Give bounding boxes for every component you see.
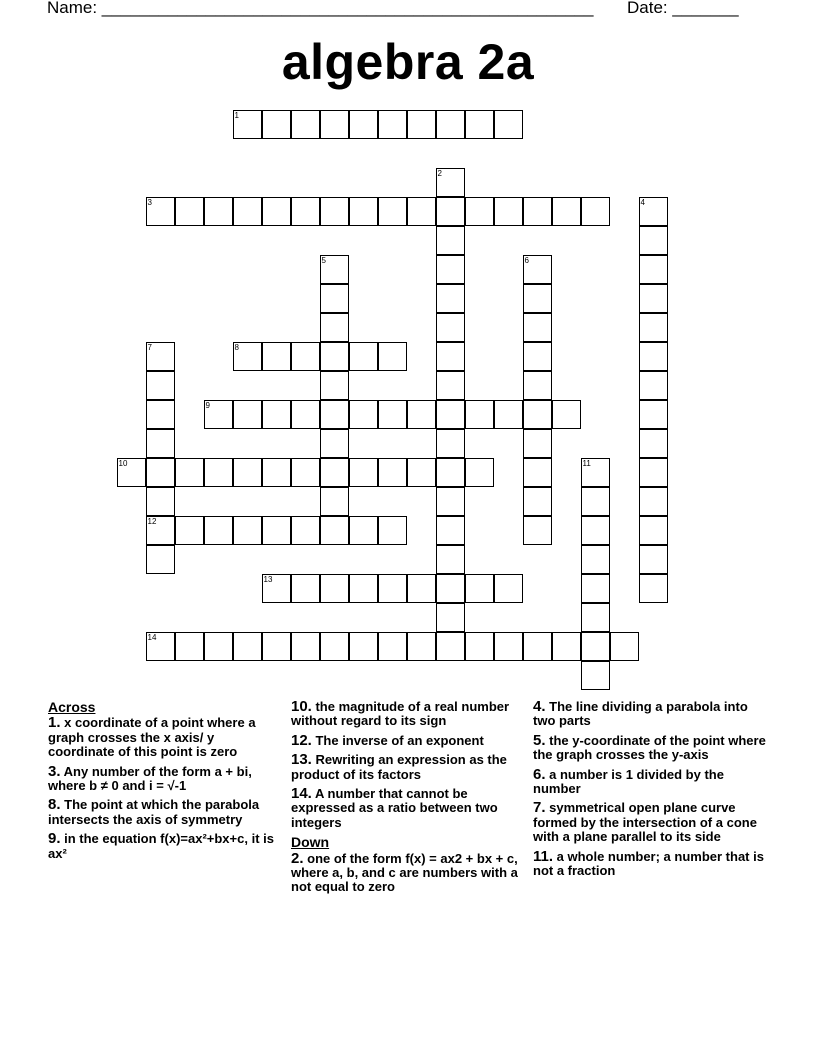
crossword-cell[interactable]: [523, 342, 552, 371]
crossword-cell[interactable]: [523, 429, 552, 458]
crossword-cell[interactable]: [204, 400, 233, 429]
clue-number: 3: [147, 197, 152, 207]
crossword-cell[interactable]: [552, 400, 581, 429]
crossword-cell[interactable]: [436, 574, 465, 603]
crossword-cell[interactable]: [204, 458, 233, 487]
crossword-cell[interactable]: [523, 313, 552, 342]
crossword-cell[interactable]: [320, 313, 349, 342]
crossword-cell[interactable]: [639, 400, 668, 429]
clue-number: 4: [640, 197, 645, 207]
crossword-cell[interactable]: [407, 110, 436, 139]
crossword-cell[interactable]: [291, 574, 320, 603]
crossword-cell[interactable]: [639, 284, 668, 313]
crossword-cell[interactable]: [378, 574, 407, 603]
crossword-cell[interactable]: [349, 516, 378, 545]
crossword-cell[interactable]: [436, 632, 465, 661]
crossword-cell[interactable]: [349, 342, 378, 371]
crossword-cell[interactable]: [262, 110, 291, 139]
crossword-cell[interactable]: [349, 632, 378, 661]
crossword-cell[interactable]: [262, 458, 291, 487]
clue-number: 1: [234, 110, 239, 120]
crossword-cell[interactable]: [581, 603, 610, 632]
crossword-cell[interactable]: [378, 110, 407, 139]
clues-column-1: [48, 700, 283, 866]
crossword-cell[interactable]: [233, 197, 262, 226]
crossword-cell[interactable]: [175, 516, 204, 545]
crossword-cell[interactable]: [494, 110, 523, 139]
date-field-label[interactable]: Date: _______: [627, 0, 739, 17]
clue-across-14: 14. A number that cannot be expressed as a ratio between two integers: [291, 785, 498, 830]
crossword-cell[interactable]: [320, 342, 349, 371]
down-heading: Down: [291, 834, 330, 851]
crossword-cell[interactable]: [320, 574, 349, 603]
crossword-cell[interactable]: [436, 313, 465, 342]
crossword-cell[interactable]: [320, 197, 349, 226]
clue-down-2: 2. one of the form f(x) = ax2 + bx + c, where a, b, and c are numbers with a not equal to zero: [291, 849, 518, 895]
crossword-cell[interactable]: [639, 458, 668, 487]
crossword-cell[interactable]: [407, 197, 436, 226]
crossword-cell[interactable]: [233, 458, 262, 487]
crossword-cell[interactable]: [465, 400, 494, 429]
clue-number: 12: [147, 516, 157, 526]
crossword-cell[interactable]: [146, 429, 175, 458]
crossword-cell[interactable]: [117, 458, 146, 487]
crossword-cell[interactable]: [378, 458, 407, 487]
crossword-cell[interactable]: [436, 516, 465, 545]
crossword-cell[interactable]: [291, 400, 320, 429]
crossword-cell[interactable]: [378, 632, 407, 661]
crossword-cell[interactable]: [436, 226, 465, 255]
crossword-cell[interactable]: [581, 661, 610, 690]
crossword-cell[interactable]: [320, 110, 349, 139]
crossword-cell[interactable]: [349, 197, 378, 226]
crossword-cell[interactable]: [320, 371, 349, 400]
crossword-cell[interactable]: [146, 632, 175, 661]
crossword-cell[interactable]: [494, 197, 523, 226]
crossword-cell[interactable]: [320, 255, 349, 284]
crossword-cell[interactable]: [552, 197, 581, 226]
crossword-cell[interactable]: [378, 197, 407, 226]
crossword-cell[interactable]: [581, 487, 610, 516]
crossword-cell[interactable]: [523, 371, 552, 400]
across-heading: Across: [48, 699, 96, 715]
clue-down-4: 4. The line dividing a parabola into two parts: [533, 698, 748, 729]
crossword-cell[interactable]: [233, 342, 262, 371]
crossword-cell[interactable]: [407, 400, 436, 429]
clue-number: 5: [321, 255, 326, 265]
crossword-cell[interactable]: [146, 516, 175, 545]
crossword-cell[interactable]: [378, 342, 407, 371]
crossword-cell[interactable]: [639, 255, 668, 284]
crossword-cell[interactable]: [407, 632, 436, 661]
crossword-cell[interactable]: [320, 400, 349, 429]
crossword-cell[interactable]: [262, 400, 291, 429]
crossword-cell[interactable]: [581, 574, 610, 603]
crossword-cell[interactable]: [465, 458, 494, 487]
crossword-cell[interactable]: [175, 197, 204, 226]
crossword-cell[interactable]: [233, 110, 262, 139]
crossword-cell[interactable]: [639, 313, 668, 342]
crossword-cell[interactable]: [175, 458, 204, 487]
clue-number: 6: [524, 255, 529, 265]
crossword-cell[interactable]: [523, 197, 552, 226]
crossword-cell[interactable]: [552, 632, 581, 661]
clue-number: 9: [205, 400, 210, 410]
crossword-cell[interactable]: [378, 400, 407, 429]
crossword-cell[interactable]: [320, 632, 349, 661]
crossword-cell[interactable]: [436, 110, 465, 139]
crossword-cell[interactable]: [639, 342, 668, 371]
crossword-cell[interactable]: [146, 487, 175, 516]
crossword-cell[interactable]: [146, 545, 175, 574]
crossword-cell[interactable]: [436, 284, 465, 313]
crossword-cell[interactable]: [436, 429, 465, 458]
crossword-cell[interactable]: [320, 516, 349, 545]
clue-across-10: 10. the magnitude of a real number without regard to its sign: [291, 698, 510, 729]
page-title: algebra 2a: [281, 34, 535, 90]
clue-number: 2: [437, 168, 442, 178]
crossword-cell[interactable]: [146, 342, 175, 371]
crossword-cell[interactable]: [233, 400, 262, 429]
crossword-cell[interactable]: [204, 632, 233, 661]
crossword-cell[interactable]: [465, 574, 494, 603]
crossword-cell[interactable]: [436, 255, 465, 284]
crossword-cell[interactable]: [262, 574, 291, 603]
crossword-cell[interactable]: [291, 110, 320, 139]
crossword-cell[interactable]: [639, 197, 668, 226]
crossword-cell[interactable]: [146, 400, 175, 429]
crossword-cell[interactable]: [523, 284, 552, 313]
crossword-cell[interactable]: [494, 574, 523, 603]
crossword-cell[interactable]: [349, 400, 378, 429]
clue-down-6: 6. a number is 1 divided by the number: [533, 765, 724, 797]
clues-column-3: [533, 700, 768, 883]
crossword-cell[interactable]: [291, 516, 320, 545]
clue-down-7: 7. symmetrical open plane curve formed by the intersection of a cone with a plane parallel to its side: [533, 799, 757, 845]
clue-number: 11: [582, 458, 591, 468]
crossword-cell[interactable]: [523, 400, 552, 429]
crossword-cell[interactable]: [262, 516, 291, 545]
clue-down-5: 5. the y-coordinate of the point where the graph crosses the y-axis: [533, 731, 766, 763]
clue-number: 7: [147, 342, 152, 352]
crossword-cell[interactable]: [291, 342, 320, 371]
clue-number: 10: [118, 458, 128, 468]
crossword-cell[interactable]: [436, 603, 465, 632]
crossword-cell[interactable]: [639, 516, 668, 545]
clue-number: 8: [234, 342, 239, 352]
clue-across-13: 13. Rewriting an expression as the product of its factors: [291, 751, 507, 782]
crossword-cell[interactable]: [233, 516, 262, 545]
crossword-cell[interactable]: [639, 429, 668, 458]
crossword-cell[interactable]: [436, 400, 465, 429]
crossword-cell[interactable]: [349, 574, 378, 603]
crossword-cell[interactable]: [262, 197, 291, 226]
clues-column-2: [291, 700, 526, 900]
crossword-cell[interactable]: [581, 197, 610, 226]
crossword-cell[interactable]: [349, 110, 378, 139]
crossword-cell[interactable]: [291, 458, 320, 487]
crossword-cell[interactable]: [320, 429, 349, 458]
crossword-cell[interactable]: [581, 632, 610, 661]
clue-number: 13: [263, 574, 273, 584]
crossword-cell[interactable]: [523, 458, 552, 487]
crossword-cell[interactable]: [523, 255, 552, 284]
crossword-cell[interactable]: [436, 458, 465, 487]
crossword-cell[interactable]: [436, 371, 465, 400]
name-field-label[interactable]: Name: ____________________________________________________: [47, 0, 594, 17]
clue-across-8: 8. The point at which the parabola intersects the axis of symmetry: [48, 796, 260, 827]
crossword-cell[interactable]: [494, 632, 523, 661]
crossword-cell[interactable]: [639, 574, 668, 603]
crossword-cell[interactable]: [581, 516, 610, 545]
clue-across-1: 1. x coordinate of a point where a graph crosses the x axis/ y coordinate of this point is zero: [48, 714, 256, 760]
crossword-cell[interactable]: [465, 197, 494, 226]
crossword-cell[interactable]: [436, 545, 465, 574]
crossword-cell[interactable]: [146, 371, 175, 400]
crossword-cell[interactable]: [610, 632, 639, 661]
clue-across-3: 3. Any number of the form a + bi, where b ≠ 0 and i = √-1: [48, 762, 252, 794]
clue-number: 14: [147, 632, 157, 642]
crossword-cell[interactable]: [320, 487, 349, 516]
crossword-cell[interactable]: [262, 632, 291, 661]
crossword-cell[interactable]: [639, 487, 668, 516]
crossword-cell[interactable]: [146, 458, 175, 487]
crossword-cell[interactable]: [523, 487, 552, 516]
crossword-cell[interactable]: [175, 632, 204, 661]
crossword-cell[interactable]: [639, 371, 668, 400]
crossword-cell[interactable]: [320, 284, 349, 313]
crossword-cell[interactable]: [378, 516, 407, 545]
clue-down-11: 11. a whole number; a number that is not a fraction: [533, 847, 764, 879]
crossword-cell[interactable]: [465, 632, 494, 661]
crossword-cell[interactable]: [320, 458, 349, 487]
crossword-cell[interactable]: [349, 458, 378, 487]
clue-across-9: 9. in the equation f(x)=ax²+bx+c, it is ax²: [48, 830, 274, 861]
crossword-cell[interactable]: [204, 516, 233, 545]
crossword-cell[interactable]: [436, 487, 465, 516]
crossword-cell[interactable]: [291, 632, 320, 661]
crossword-cell[interactable]: [146, 197, 175, 226]
crossword-cell[interactable]: [581, 458, 610, 487]
crossword-cell[interactable]: [494, 400, 523, 429]
crossword-cell[interactable]: [436, 168, 465, 197]
crossword-cell[interactable]: [262, 342, 291, 371]
crossword-cell[interactable]: [407, 574, 436, 603]
crossword-cell[interactable]: [407, 458, 436, 487]
crossword-cell[interactable]: [523, 632, 552, 661]
crossword-cell[interactable]: [581, 545, 610, 574]
crossword-cell[interactable]: [436, 342, 465, 371]
clue-across-12: 12. The inverse of an exponent: [291, 731, 484, 749]
crossword-cell[interactable]: [639, 226, 668, 255]
crossword-cell[interactable]: [436, 197, 465, 226]
crossword-cell[interactable]: [233, 632, 262, 661]
crossword-cell[interactable]: [523, 516, 552, 545]
crossword-cell[interactable]: [204, 197, 233, 226]
crossword-cell[interactable]: [639, 545, 668, 574]
crossword-cell[interactable]: [291, 197, 320, 226]
crossword-cell[interactable]: [465, 110, 494, 139]
